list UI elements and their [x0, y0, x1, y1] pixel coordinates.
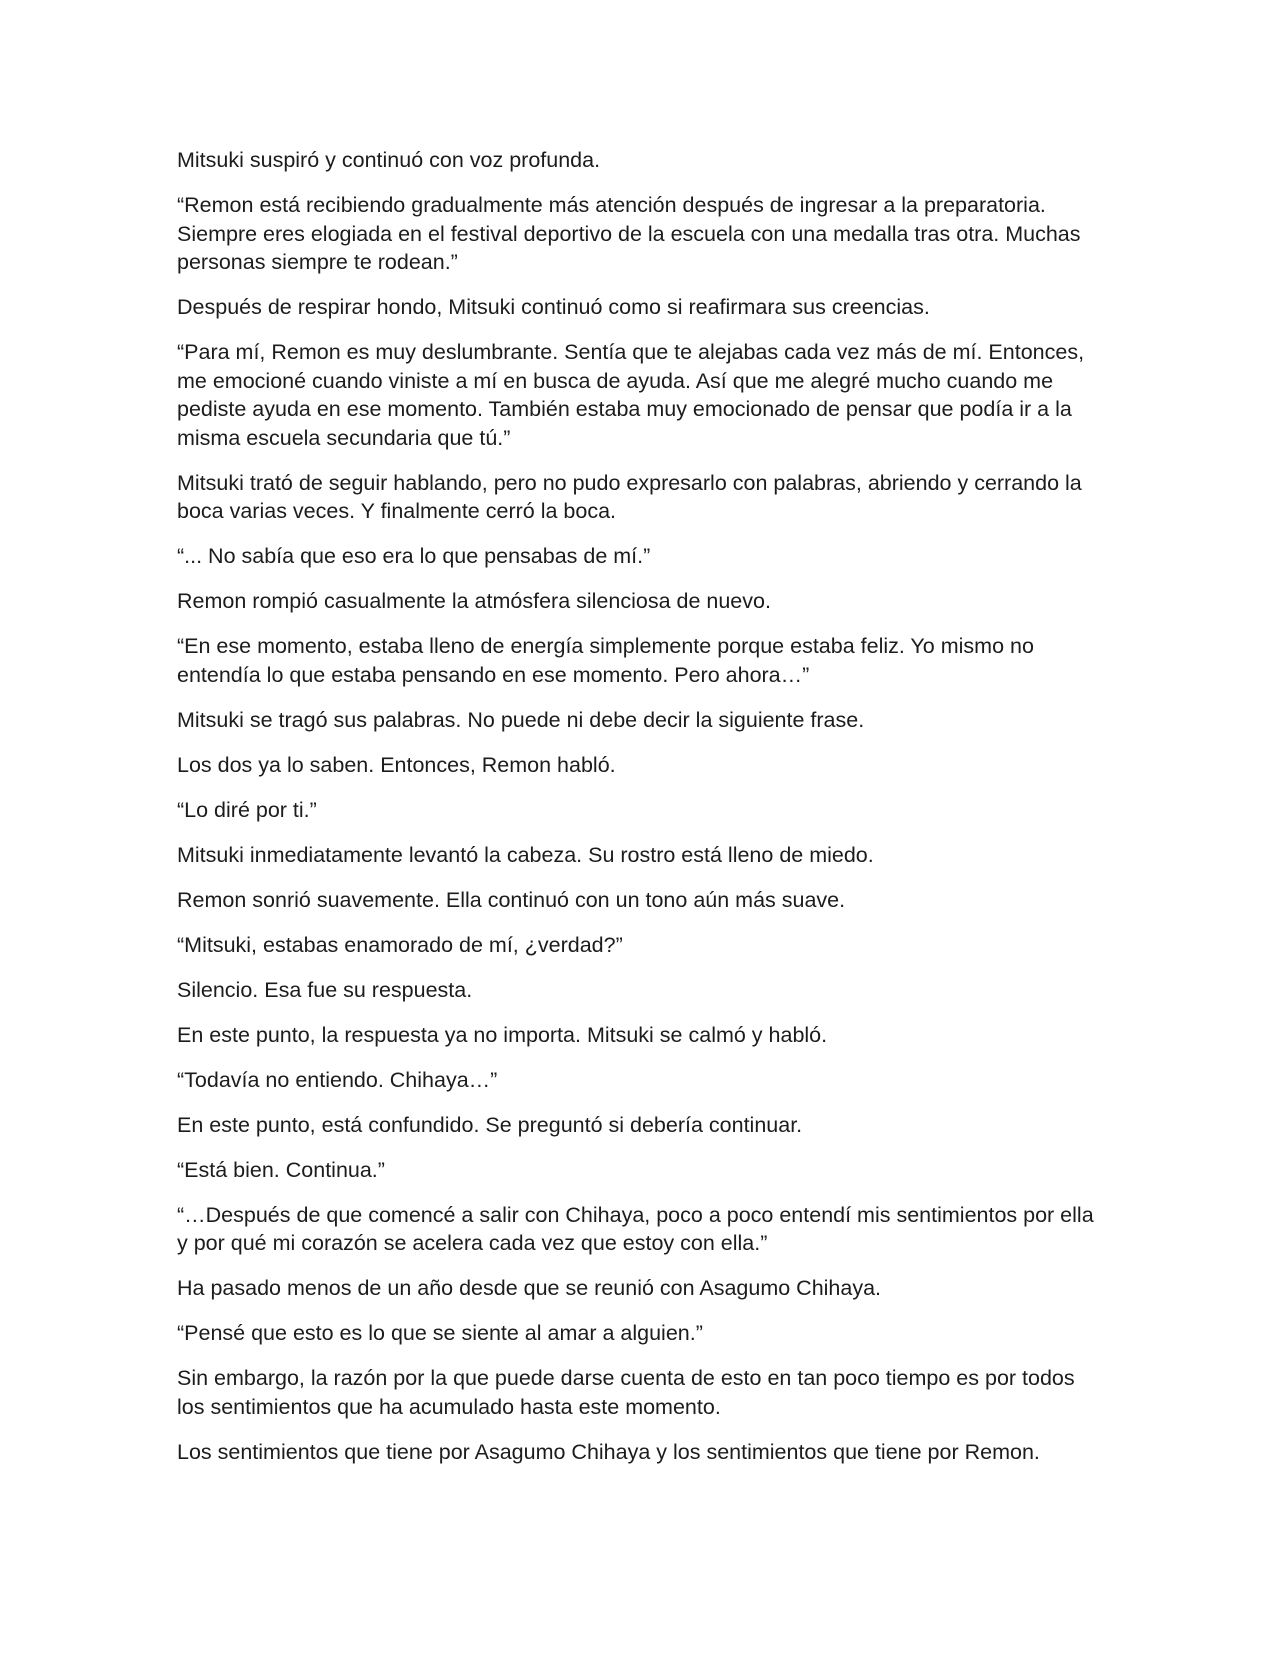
paragraph: Remon rompió casualmente la atmósfera silenciosa de nuevo. [177, 589, 771, 613]
paragraph: En este punto, está confundido. Se preguntó si debería continuar. [177, 1112, 803, 1137]
paragraph: “…Después de que comencé a salir con Chihaya, poco a poco entendí mis sentimientos por ella y por qué mi corazón se acelera cada vez que estoy con ella.” [177, 1202, 1094, 1255]
document-body [177, 146, 1107, 1483]
paragraph: Los dos ya lo saben. Entonces, Remon habló. [177, 752, 616, 777]
paragraph: “Todavía no entiendo. Chihaya…” [177, 1067, 498, 1092]
paragraph: “Remon está recibiendo gradualmente más atención después de ingresar a la preparatoria. Siempre eres elogiada en el festival deportivo de la escuela con una medalla tras otra. Muchas personas siempre te rodean.” [177, 193, 1081, 274]
paragraph: “En ese momento, estaba lleno de energía simplemente porque estaba feliz. Yo mismo no entendía lo que estaba pensando en ese momento. Pero ahora…” [177, 634, 1034, 687]
paragraph: Los sentimientos que tiene por Asagumo Chihaya y los sentimientos que tiene por Remon. [177, 1439, 1040, 1464]
paragraph: “Lo diré por ti.” [177, 797, 317, 822]
paragraph: “Está bien. Continua.” [177, 1157, 385, 1182]
paragraph: “Para mí, Remon es muy deslumbrante. Sentía que te alejabas cada vez más de mí. Entonces, me emocioné cuando viniste a mí en busca de ayuda. Así que me alegré mucho cuando me pediste ayuda en ese momento. También estaba muy emocionado de pensar que podía ir a la misma escuela secundaria que tú.” [177, 340, 1085, 450]
paragraph: “Pensé que esto es lo que se siente al amar a alguien.” [177, 1321, 703, 1345]
paragraph: “... No sabía que eso era lo que pensabas de mí.” [177, 544, 651, 568]
paragraph: Mitsuki suspiró y continuó con voz profunda. [177, 148, 601, 172]
paragraph: Silencio. Esa fue su respuesta. [177, 977, 473, 1002]
paragraph: Ha pasado menos de un año desde que se reunió con Asagumo Chihaya. [177, 1276, 882, 1300]
paragraph: Mitsuki trató de seguir hablando, pero no pudo expresarlo con palabras, abriendo y cerrando la boca varias veces. Y finalmente cerró la boca. [177, 470, 1082, 523]
paragraph: Mitsuki se tragó sus palabras. No puede ni debe decir la siguiente frase. [177, 707, 865, 732]
paragraph: Después de respirar hondo, Mitsuki continuó como si reafirmara sus creencias. [177, 295, 930, 319]
paragraph: Sin embargo, la razón por la que puede darse cuenta de esto en tan poco tiempo es por todos los sentimientos que ha acumulado hasta este momento. [177, 1366, 1075, 1419]
paragraph: “Mitsuki, estabas enamorado de mí, ¿verdad?” [177, 932, 623, 957]
paragraph: Mitsuki inmediatamente levantó la cabeza. Su rostro está lleno de miedo. [177, 842, 874, 867]
paragraph: Remon sonrió suavemente. Ella continuó con un tono aún más suave. [177, 887, 846, 912]
paragraph: En este punto, la respuesta ya no importa. Mitsuki se calmó y habló. [177, 1022, 828, 1047]
